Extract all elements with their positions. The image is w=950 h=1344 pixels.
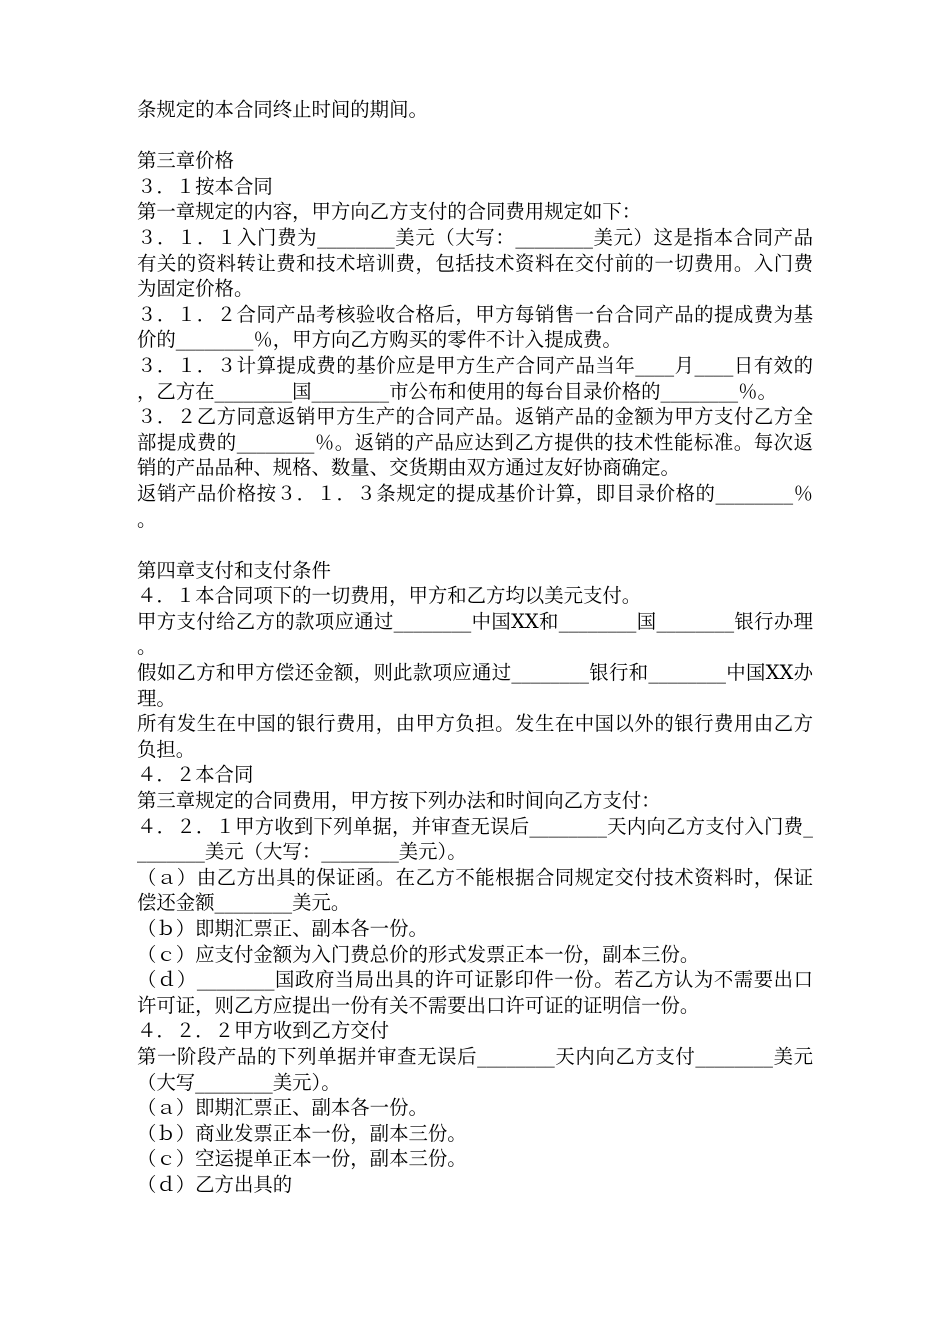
blank-line <box>137 123 813 149</box>
paragraph: 返销产品价格按３．１．３条规定的提成基价计算，即目录价格的________％。 <box>137 481 813 531</box>
paragraph: 条规定的本合同终止时间的期间。 <box>137 98 428 121</box>
list-item: （ｄ）________国政府当局出具的许可证影印件一份。若乙方认为不需要出口许可证，则乙方应提出一份有关不需要出口许可证的证明信一份。 <box>137 968 813 1017</box>
clause-paragraph: ４．１本合同项下的一切费用，甲方和乙方均以美元支付。 <box>137 584 642 608</box>
list-item: （ｃ）空运提单正本一份，副本三份。 <box>137 1147 467 1171</box>
paragraph: 假如乙方和甲方偿还金额，则此款项应通过________银行和________中国XX办理。 <box>137 661 813 710</box>
clause-paragraph: ３．１．３计算提成费的基价应是甲方生产合同产品当年____月____日有效的，乙方在________国________市公布和使用的每台目录价格的________％。 <box>137 353 813 403</box>
list-item: （ｄ）乙方出具的 <box>137 1172 293 1196</box>
clause-heading: ３．１按本合同 <box>137 174 273 198</box>
list-item: （ａ）由乙方出具的保证函。在乙方不能根据合同规定交付技术资料时，保证偿还金额________美元。 <box>137 865 813 915</box>
paragraph: 第三章规定的合同费用，甲方按下列办法和时间向乙方支付： <box>137 789 661 813</box>
clause-paragraph: ３．１．２合同产品考核验收合格后，甲方每销售一台合同产品的提成费为基价的________％，甲方向乙方购买的零件不计入提成费。 <box>137 302 813 352</box>
paragraph: 第一阶段产品的下列单据并审查无误后________天内向乙方支付________美元（大写________美元）。 <box>137 1044 813 1094</box>
clause-paragraph: ３．２乙方同意返销甲方生产的合同产品。返销产品的金额为甲方支付乙方全部提成费的________％。返销的产品应达到乙方提供的技术性能标准。每次返销的产品品种、规格、数量、交货期由双方通过友好协商确定。 <box>137 405 813 480</box>
paragraph: 甲方支付给乙方的款项应通过________中国XX和________国________银行办理。 <box>137 609 813 659</box>
list-item: （ｂ）商业发票正本一份，副本三份。 <box>137 1121 467 1145</box>
clause-heading: ４．２．２甲方收到乙方交付 <box>137 1019 390 1043</box>
paragraph: 第一章规定的内容，甲方向乙方支付的合同费用规定如下： <box>137 200 642 224</box>
list-item: （ｃ）应支付金额为入门费总价的形式发票正本一份，副本三份。 <box>137 942 700 966</box>
list-item: （ａ）即期汇票正、副本各一份。 <box>137 1096 428 1120</box>
list-item: （ｂ）即期汇票正、副本各一份。 <box>137 917 428 940</box>
paragraph: 所有发生在中国的银行费用，由甲方负担。发生在中国以外的银行费用由乙方负担。 <box>137 712 813 761</box>
document-body <box>137 97 813 1198</box>
chapter-heading: 第四章支付和支付条件 <box>137 558 331 582</box>
chapter-heading: 第三章价格 <box>137 149 234 173</box>
blank-line <box>137 532 813 558</box>
clause-paragraph: ４．２．１甲方收到下列单据，并审查无误后________天内向乙方支付入门费________美元（大写：________美元）。 <box>137 814 813 864</box>
clause-heading: ４．２本合同 <box>137 763 254 787</box>
clause-paragraph: ３．１．１入门费为________美元（大写：________美元）这是指本合同产品有关的资料转让费和技术培训费，包括技术资料在交付前的一切费用。入门费为固定价格。 <box>137 225 813 301</box>
